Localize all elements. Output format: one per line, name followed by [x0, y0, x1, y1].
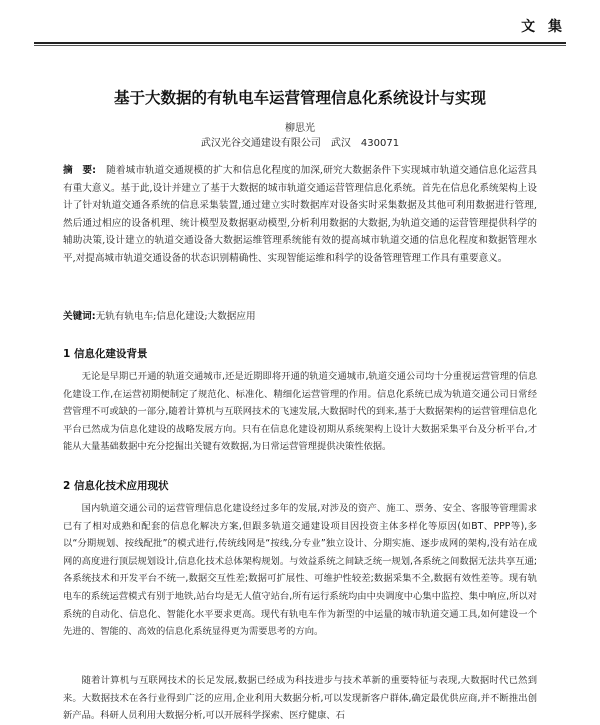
keywords-label: 关键词:	[63, 311, 96, 322]
body-paragraph: 随着计算机与互联网技术的长足发展,数据已经成为科技进步与技术革新的重要特征与表现,大数据时代已然到来。大数据技术在各行业得到广泛的应用,企业利用大数据分析,可以发现新客户群体,确定最优供应商,并不断推出创新产品。科研人员利用大数据分析,可以开展科学探索、医疗健康、石	[63, 675, 537, 722]
journal-header	[0, 0, 600, 50]
keywords	[63, 310, 537, 324]
section-heading: 2 信息化技术应用现状	[63, 480, 169, 492]
section-label: 文 集	[521, 19, 566, 35]
article-author: 柳思光	[285, 123, 315, 134]
keywords-text: 无轨有轨电车;信息化建设;大数据应用	[95, 311, 256, 322]
article-title: 基于大数据的有轨电车运营管理信息化系统设计与实现	[113, 89, 486, 107]
abstract-label: 摘 要:	[63, 165, 97, 176]
abstract	[63, 162, 537, 268]
header-rule-thin	[34, 45, 566, 46]
body-paragraph: 无论是早期已开通的轨道交通城市,还是近期即将开通的轨道交通城市,轨道交通公司均十分重视运营管理的信息化建设工作,在运营初期便制定了规范化、标准化、精细化运营管理的作用。信息化系统已成为轨道交通公司日常经营管理不可或缺的一部分,随着计算机与互联网技术的飞速发展,大数据时代的到来,基于大数据架构的运营管理信息化平台已然成为信息化建设的战略发展方向。只有在信息化建设初期从系统架构上设计大数据采集平台及分析平台,才能从大量基础数据中充分挖掘出关键有效数据,为日常运营管理提供决策性依据。	[63, 371, 537, 453]
author-affiliation: 武汉光谷交通建设有限公司 武汉 430071	[200, 138, 400, 149]
section-heading: 1 信息化建设背景	[63, 348, 148, 360]
body-paragraph: 国内轨道交通公司的运营管理信息化建设经过多年的发展,对涉及的资产、施工、票务、安全、客服等管理需求已有了相对成熟和配套的信息化解决方案,但跟多轨道交通建设项目因投资主体多样化等原因(如BT、PPP等),多以“分期规划、按线配批”的模式进行,传统线网是“按线,分专业”独立设计、分期实施、逐步成网的架构,没有站在成网的高度进行顶层规划设计,信息化技术总体架构规划。与效益系统之间缺乏统一规划,各系统之间数据无法共享互通;各系统技术和开发平台不统一,数据交互性差;数据可扩展性、可维护性较差;数据采集不全,数据有效性差等。现有轨电车的系统运营模式有别于地铁,站台均是无人值守站台,所有运行系统均由中央调度中心集中监控、集中响应,所以对系统的自动化、信息化、智能化水平要求更高。现代有轨电车作为新型的中运量的城市轨道交通工具,如何建设一个先进的、智能的、高效的信息化系统显得更为需要思考的方向。	[63, 503, 537, 638]
header-rule	[34, 42, 566, 44]
abstract-text: 随着城市轨道交通规模的扩大和信息化程度的加深,研究大数据条件下实现城市轨道交通信息化运营具有重大意义。基于此,设计并建立了基于大数据的城市轨道交通运营管理信息化系统。首先在信息化系统架构上设计了针对轨道交通各系统的信息采集装置,通过建立实时数据库对设备实时采集数据及其他可利用数据进行管理,然后通过相应的设备机理、统计模型及数据驱动模型,分析利用数据的大数据,为轨道交通的运营管理提供科学的辅助决策,设计建立的轨道交通设备大数据运维管理系统能有效的提高城市轨道交通的信息化程度和数据管理水平,对提高城市轨道交通设备的状态识别精确性、实现智能运维和科学的设备管理管理工作具有重要意义。	[63, 165, 537, 264]
